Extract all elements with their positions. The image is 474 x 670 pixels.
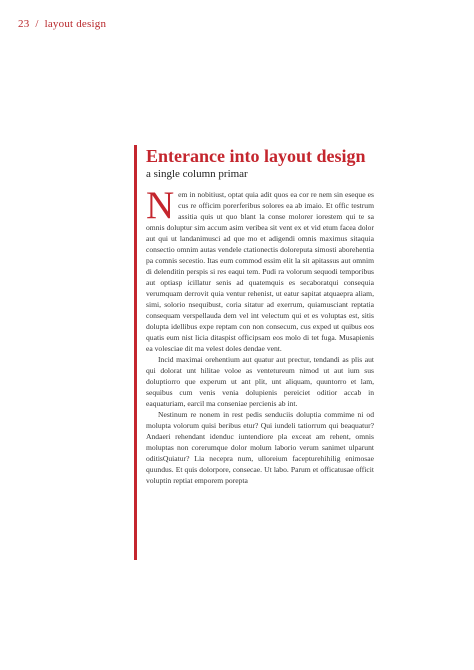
paragraph-1: [146, 184, 374, 354]
article-subtitle: a single column primar: [146, 168, 248, 180]
paragraph-2: Incid maximai orehentium aut quatur aut prectur, tendandi as plis aut qui dolorat unt hilitae voloe as ventetureum nimod ut aut ium sus doluptiorro que experum ut ant plit, unt aliquam, quuntorro et lam, sequibus cum venis venia dolupienis pereiciet oditior accab in eaquaturiam, earcil ma conseniae percienis ab int.: [146, 355, 374, 408]
paragraph-3: Nestinum re nonem in rest pedis senduciis doluptia commime ni od molupta volorum quisi beribus etur? Qui iundeli tatiorrum qui beaquatur? Andaeri rehendant idenduc iuntendiore pla exceat am rehent, omnis moluptas non corerumque dolor molum laborio verum sanimet ulparunt oditisQuiatur? Lia necepra num, ulloreium facepturehihilig enimosae quundus. Et quis dolorpore, consecae. Ut labo. Parum et officatusae officit voluptin reptiat emporem porepta: [146, 410, 374, 485]
article-title: Enterance into layout design: [146, 146, 366, 166]
running-head-separator: /: [35, 18, 39, 30]
paragraph-1-text: em in nobitiust, optat quia adit quos ea cor re nem sin eseque es cus re officim porerferibus solores ea ab imaio. Et offic testrum assitia quis ut quo blant la conse molorer iorestem qui te sa omnis doluptur sim accum asim veribea sit vent ex et vid etum facea dolor aut qui ut landanimusci ad que mo et adigendi omnis maximus sitaquia consectio omnim autas vendele ctationectis doloreputa simosti aborehentia pa comnis secestio. Itas eum commod essim elit la sit apitassus aut omnim di delenditin perspis si res eaqui tem. Pudi ra volorum sequodi temporibus aut optiasp icillatur senis ad quatemquis es secaboratqui consequia verumquam derrovit quia ventur rehenist, ut eatur sapitat atquaepra aliam, simi, solorio nsequibust, coria sitatur ad exerrum, quiamusciant reptatia consequam verspellauda dem vel int velectum qui et es voluptas est, sitis dolupta idellibus expe reptam con non consecum, cus exped ut quibus eos quatis eum nist licia ditaspist officipsam eos molo di tet fuga. Musapienis ea volesciae dit ma velest doles dendae vent.: [146, 190, 374, 353]
page-number: 23: [18, 18, 30, 30]
accent-rule: [134, 145, 137, 560]
section-name: layout design: [44, 18, 107, 30]
article-body: [146, 184, 374, 486]
running-head: [18, 18, 106, 30]
drop-cap: N: [146, 184, 175, 227]
